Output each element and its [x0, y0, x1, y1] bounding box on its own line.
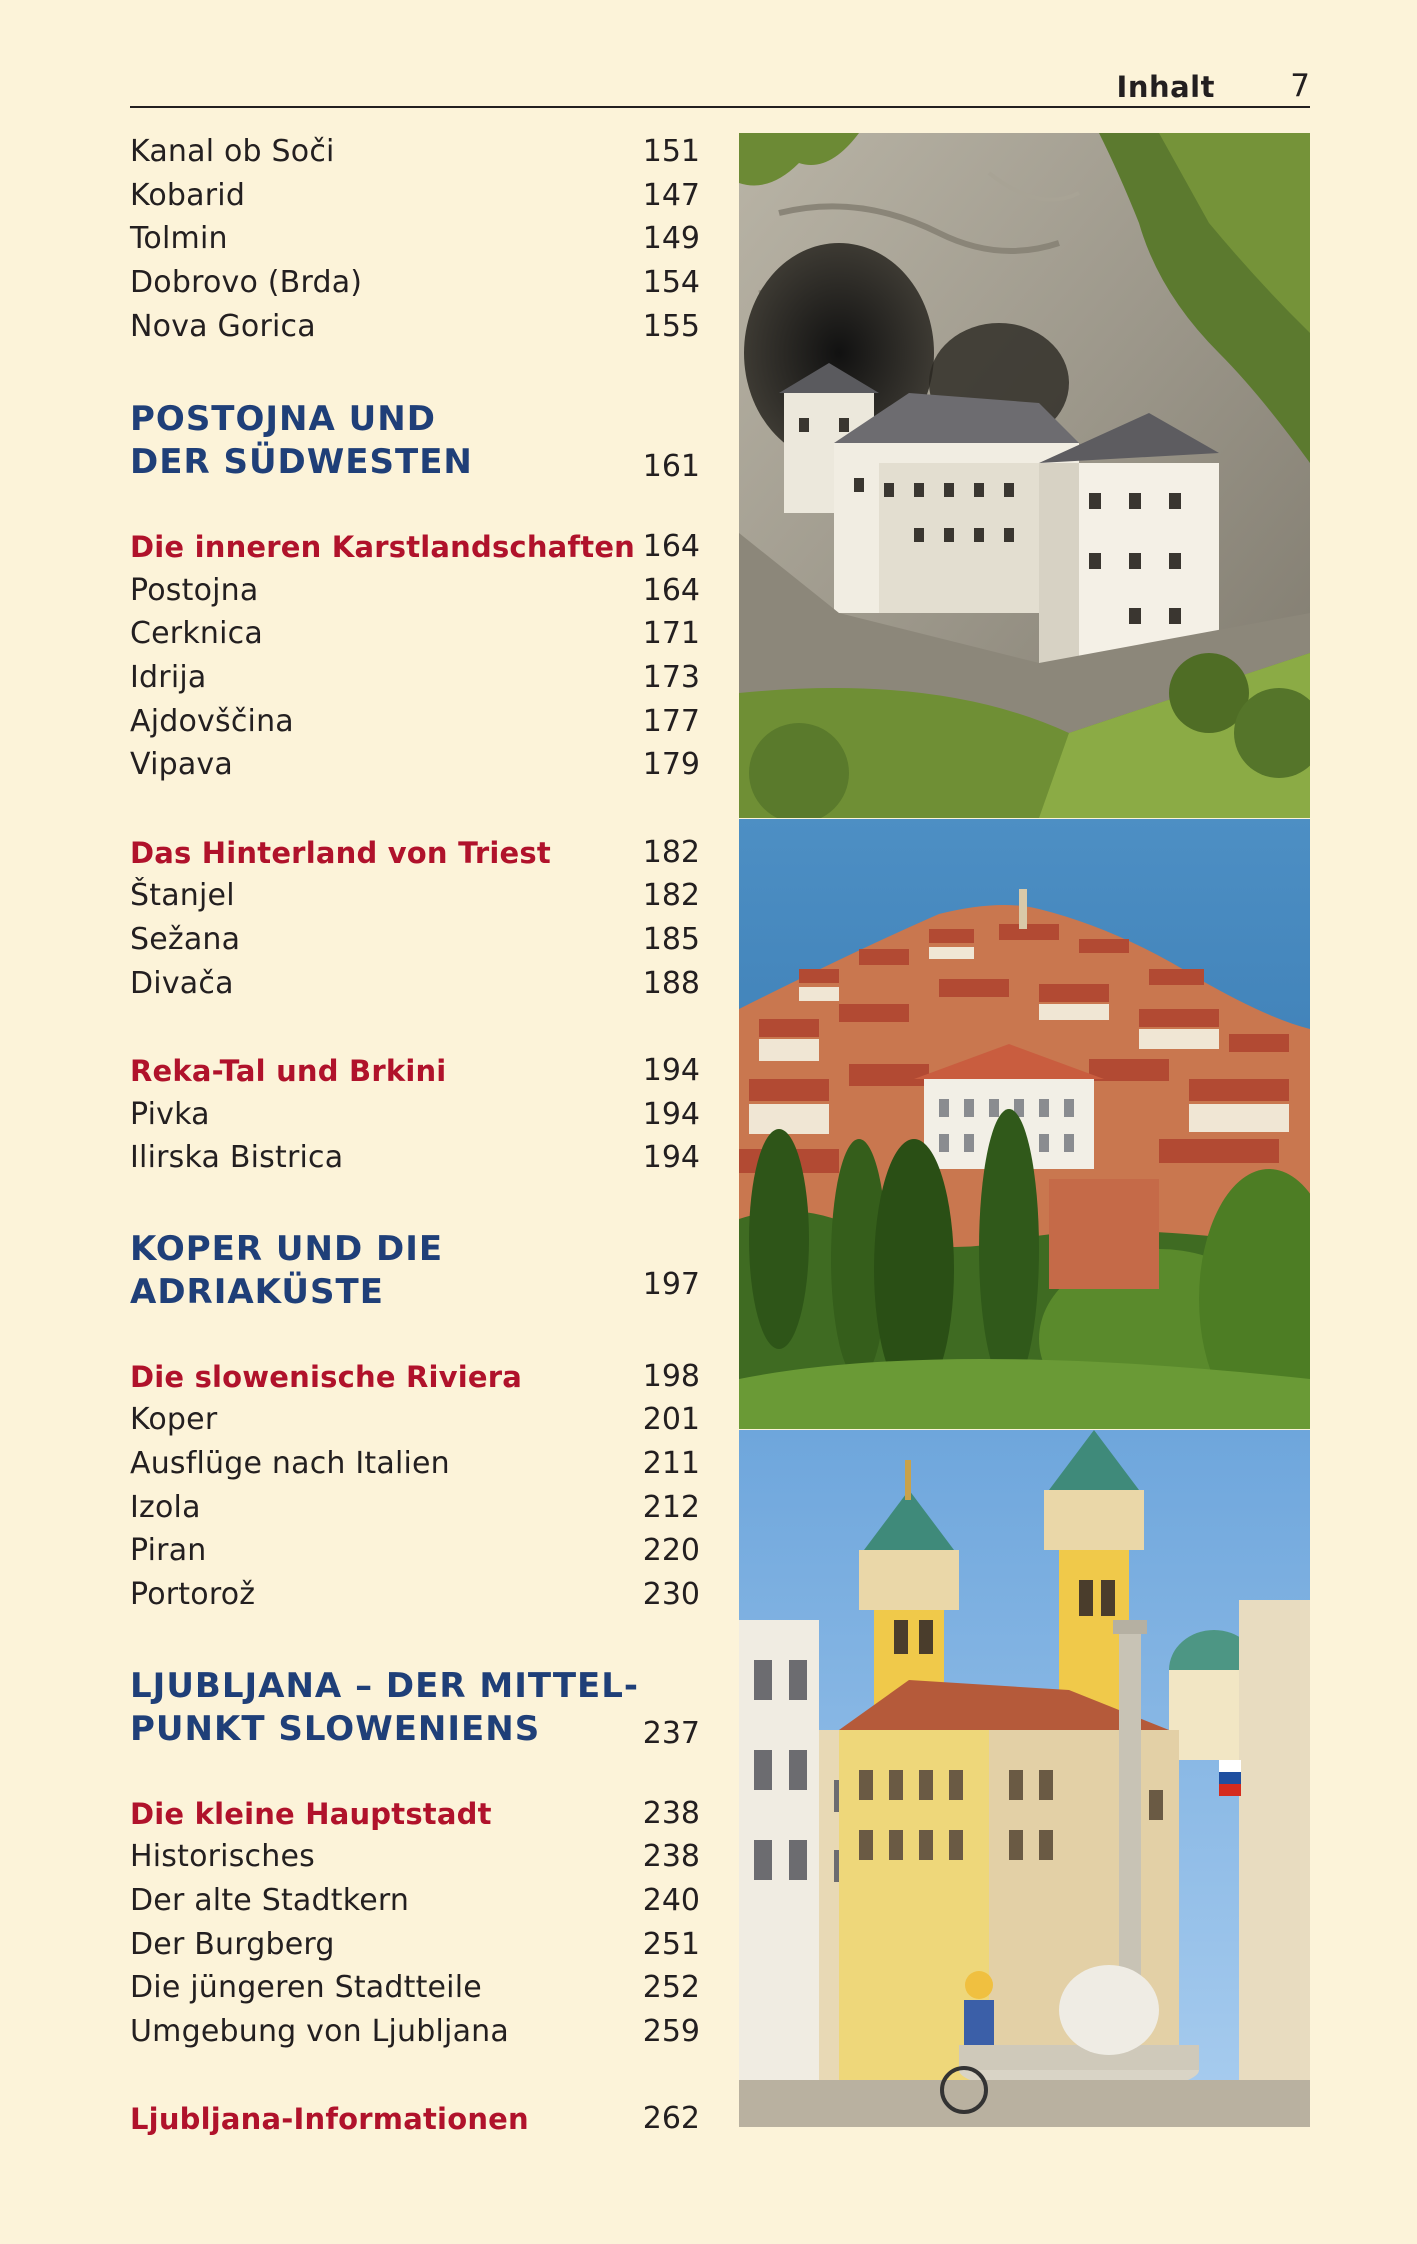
toc-entry[interactable]: Ilirska Bistrica 194 — [130, 1140, 700, 1175]
toc-entry[interactable]: Kanal ob Soči 151 — [130, 134, 700, 169]
toc-entry[interactable]: Ajdovščina 177 — [130, 704, 700, 739]
toc-entry[interactable]: Portorož 230 — [130, 1577, 700, 1612]
toc-entry[interactable]: Die jüngeren Stadtteile 252 — [130, 1970, 700, 2005]
chapter-heading-ljubljana[interactable]: LJUBLJANA – DER MITTEL- PUNKT SLOWENIENS 237 — [130, 1666, 700, 1751]
running-header — [130, 60, 1310, 108]
section-heading[interactable]: Die kleine Hauptstadt 238 — [130, 1796, 700, 1831]
toc-entry[interactable]: Der Burgberg 251 — [130, 1927, 700, 1962]
toc-entry[interactable]: Tolmin 149 — [130, 221, 700, 256]
toc-entry[interactable]: Divača 188 — [130, 966, 700, 1001]
toc-entry[interactable]: Umgebung von Ljubljana 259 — [130, 2014, 700, 2049]
chapter-heading-koper[interactable]: KOPER UND DIE ADRIAKÜSTE 197 — [130, 1229, 700, 1312]
toc-entry[interactable]: Kobarid 147 — [130, 178, 700, 213]
toc-entry[interactable]: Pivka 194 — [130, 1097, 700, 1132]
toc-entry[interactable]: Dobrovo (Brda) 154 — [130, 265, 700, 300]
header-title: Inhalt — [1116, 70, 1215, 104]
photo-piran-town — [739, 819, 1310, 1429]
section-heading[interactable]: Die inneren Karstlandschaften 164 — [130, 529, 700, 564]
toc-entry[interactable]: Cerknica 171 — [130, 616, 700, 651]
toc-entry[interactable]: Vipava 179 — [130, 747, 700, 782]
toc-entry[interactable]: Piran 220 — [130, 1533, 700, 1568]
page-number: 7 — [1290, 68, 1310, 104]
photo-ljubljana-cathedral — [739, 1430, 1310, 2127]
toc-entry[interactable]: Der alte Stadtkern 240 — [130, 1883, 700, 1918]
toc-entry[interactable]: Historisches 238 — [130, 1839, 700, 1874]
toc-entry[interactable]: Ausflüge nach Italien 211 — [130, 1446, 700, 1481]
toc-entry[interactable]: Nova Gorica 155 — [130, 309, 700, 344]
section-heading[interactable]: Reka-Tal und Brkini 194 — [130, 1053, 700, 1088]
chapter-heading-postojna[interactable]: POSTOJNA UND DER SÜDWESTEN 161 — [130, 399, 700, 484]
toc-entry[interactable]: Štanjel 182 — [130, 878, 700, 913]
toc-entry[interactable]: Izola 212 — [130, 1490, 700, 1525]
section-heading[interactable]: Ljubljana-Informationen 262 — [130, 2101, 700, 2136]
section-heading[interactable]: Das Hinterland von Triest 182 — [130, 835, 700, 870]
toc-entry[interactable]: Koper 201 — [130, 1402, 700, 1437]
toc-entry[interactable]: Postojna 164 — [130, 573, 700, 608]
photo-predjama-castle — [739, 133, 1310, 818]
toc-entry[interactable]: Sežana 185 — [130, 922, 700, 957]
toc-entry[interactable]: Idrija 173 — [130, 660, 700, 695]
section-heading[interactable]: Die slowenische Riviera 198 — [130, 1359, 700, 1394]
